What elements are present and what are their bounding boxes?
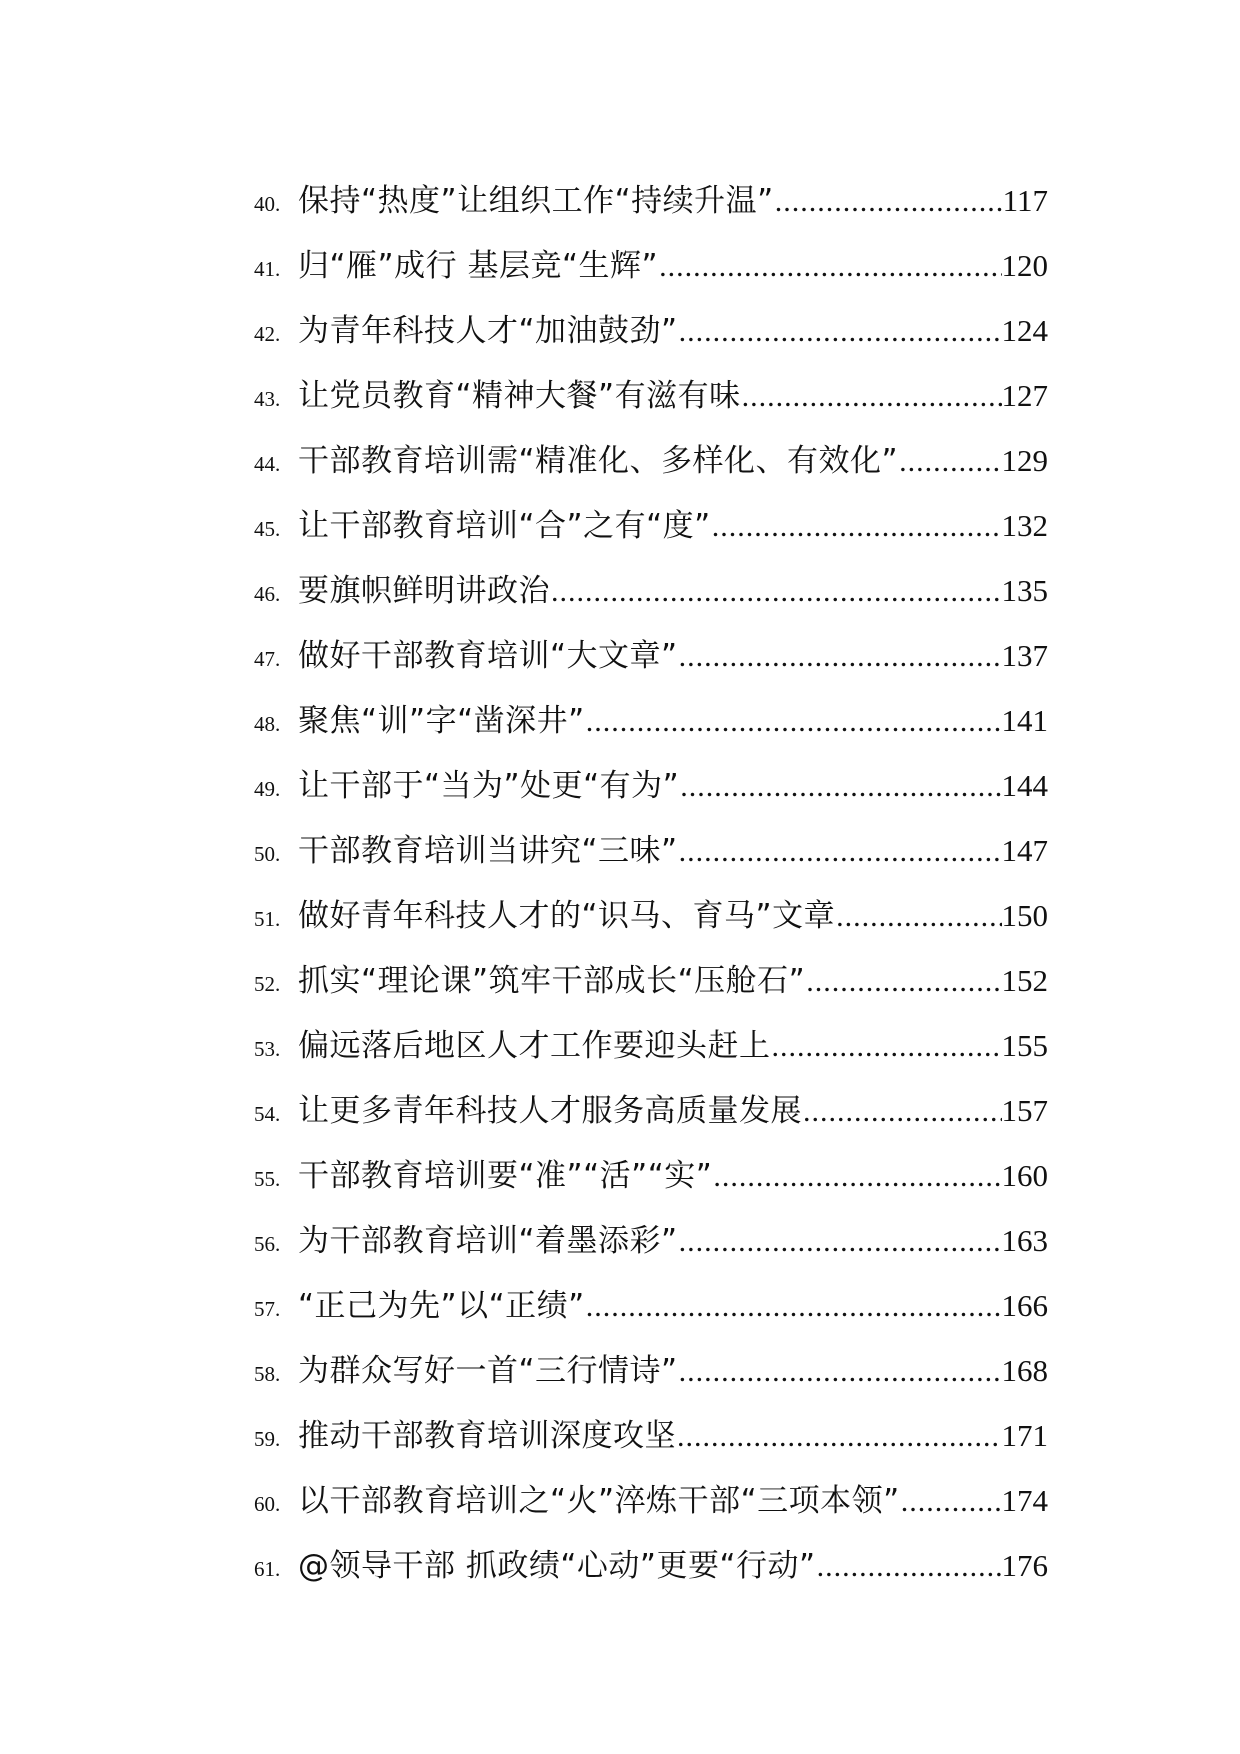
dot-leader xyxy=(898,429,1001,494)
dot-leader xyxy=(585,1274,1002,1339)
entry-number: 46. xyxy=(254,582,281,606)
dot-leader xyxy=(774,169,1003,234)
page-number: 160 xyxy=(1001,1158,1048,1193)
page-number: 155 xyxy=(1001,1028,1048,1063)
entry-title: 抓实“理论课”筑牢干部成长“压舱石” xyxy=(298,963,806,999)
entry-title: 让干部教育培训“合”之有“度” xyxy=(298,508,711,544)
page-number: 152 xyxy=(1001,963,1048,998)
dot-leader xyxy=(678,819,1002,884)
entry-title: 归“雁”成行 基层竞“生辉” xyxy=(298,248,659,284)
entry-title: 让党员教育“精神大餐”有滋有味 xyxy=(298,378,741,414)
toc-entry[interactable] xyxy=(254,363,1048,428)
entry-number: 48. xyxy=(254,712,281,736)
entry-number: 56. xyxy=(254,1232,281,1256)
entry-number: 52. xyxy=(254,972,281,996)
page-number: 166 xyxy=(1001,1288,1048,1323)
toc-entry[interactable] xyxy=(254,1468,1048,1533)
entry-title: 干部教育培训当讲究“三味” xyxy=(298,833,678,869)
entry-number: 42. xyxy=(254,322,281,346)
entry-title: 让干部于“当为”处更“有为” xyxy=(298,768,680,804)
dot-leader xyxy=(678,1209,1002,1274)
entry-number: 53. xyxy=(254,1037,281,1061)
toc-entry[interactable] xyxy=(254,493,1048,558)
entry-number: 45. xyxy=(254,517,281,541)
page-number: 171 xyxy=(1001,1418,1048,1453)
toc-entry[interactable] xyxy=(254,948,1048,1013)
dot-leader xyxy=(805,949,1001,1014)
dot-leader xyxy=(802,1079,1002,1144)
entry-title: 偏远落后地区人才工作要迎头赶上 xyxy=(298,1028,771,1064)
entry-number: 57. xyxy=(254,1297,281,1321)
entry-number: 40. xyxy=(254,192,281,216)
page-number: 117 xyxy=(1002,183,1048,218)
dot-leader xyxy=(835,884,1001,949)
dot-leader xyxy=(678,1339,1002,1404)
page-number: 124 xyxy=(1001,313,1048,348)
toc-entry[interactable] xyxy=(254,298,1048,363)
dot-leader xyxy=(658,234,1001,299)
dot-leader xyxy=(678,624,1002,689)
page-number: 168 xyxy=(1001,1353,1048,1388)
entry-title: 为群众写好一首“三行情诗” xyxy=(298,1353,678,1389)
toc-entry[interactable] xyxy=(254,1403,1048,1468)
entry-title: 为干部教育培训“着墨添彩” xyxy=(298,1223,678,1259)
page-number: 129 xyxy=(1001,443,1048,478)
toc-entry[interactable] xyxy=(254,883,1048,948)
toc-entry[interactable] xyxy=(254,1338,1048,1403)
page-number: 120 xyxy=(1001,248,1048,283)
entry-title: 以干部教育培训之“火”淬炼干部“三项本领” xyxy=(298,1483,900,1519)
page-number: 174 xyxy=(1001,1483,1048,1518)
entry-title: @领导干部 抓政绩“心动”更要“行动” xyxy=(298,1548,816,1584)
entry-number: 49. xyxy=(254,777,281,801)
entry-title: 聚焦“训”字“凿深井” xyxy=(298,703,585,739)
toc-entry[interactable] xyxy=(254,1533,1048,1598)
dot-leader xyxy=(900,1469,1002,1534)
page-number: 132 xyxy=(1001,508,1048,543)
dot-leader xyxy=(771,1014,1002,1079)
dot-leader xyxy=(741,364,1002,429)
dot-leader xyxy=(678,299,1002,364)
dot-leader xyxy=(679,754,1001,819)
dot-leader xyxy=(676,1404,1002,1469)
toc-entry[interactable] xyxy=(254,1208,1048,1273)
page-number: 141 xyxy=(1001,703,1048,738)
entry-title: 保持“热度”让组织工作“持续升温” xyxy=(298,183,774,219)
entry-title: 让更多青年科技人才服务高质量发展 xyxy=(298,1093,802,1129)
toc-entry[interactable] xyxy=(254,753,1048,818)
toc-entry[interactable] xyxy=(254,233,1048,298)
entry-number: 51. xyxy=(254,907,281,931)
entry-number: 44. xyxy=(254,452,281,476)
page-number: 127 xyxy=(1001,378,1048,413)
entry-title: 做好干部教育培训“大文章” xyxy=(298,638,678,674)
dot-leader xyxy=(712,1144,1001,1209)
entry-number: 43. xyxy=(254,387,281,411)
toc-entry[interactable] xyxy=(254,558,1048,623)
toc-entry[interactable] xyxy=(254,1013,1048,1078)
entry-number: 55. xyxy=(254,1167,281,1191)
page-number: 150 xyxy=(1001,898,1048,933)
entry-title: 做好青年科技人才的“识马、育马”文章 xyxy=(298,898,836,934)
dot-leader xyxy=(585,689,1002,754)
entry-number: 59. xyxy=(254,1427,281,1451)
dot-leader xyxy=(711,494,1002,559)
entry-number: 61. xyxy=(254,1557,281,1581)
toc-entry[interactable] xyxy=(254,623,1048,688)
entry-number: 41. xyxy=(254,257,281,281)
entry-title: “正己为先”以“正绩” xyxy=(298,1288,585,1324)
entry-title: 干部教育培训要“准”“活”“实” xyxy=(298,1158,713,1194)
toc-entry[interactable] xyxy=(254,428,1048,493)
toc-entry[interactable] xyxy=(254,1273,1048,1338)
entry-number: 58. xyxy=(254,1362,281,1386)
entry-title: 为青年科技人才“加油鼓劲” xyxy=(298,313,678,349)
entry-title: 要旗帜鲜明讲政治 xyxy=(298,573,550,609)
page-number: 147 xyxy=(1001,833,1048,868)
entry-number: 50. xyxy=(254,842,281,866)
dot-leader xyxy=(550,559,1002,624)
page-number: 137 xyxy=(1001,638,1048,673)
toc-entry[interactable] xyxy=(254,688,1048,753)
toc-entry[interactable] xyxy=(254,168,1048,233)
page-number: 157 xyxy=(1001,1093,1048,1128)
toc-entry[interactable] xyxy=(254,1078,1048,1143)
toc-entry[interactable] xyxy=(254,818,1048,883)
toc-entry[interactable] xyxy=(254,1143,1048,1208)
page-number: 176 xyxy=(1001,1548,1048,1583)
entry-number: 54. xyxy=(254,1102,281,1126)
entry-number: 60. xyxy=(254,1492,281,1516)
entry-number: 47. xyxy=(254,647,281,671)
entry-title: 干部教育培训需“精准化、多样化、有效化” xyxy=(298,443,899,479)
entry-title: 推动干部教育培训深度攻坚 xyxy=(298,1418,676,1454)
page-number: 144 xyxy=(1001,768,1048,803)
dot-leader xyxy=(816,1534,1002,1599)
page-number: 163 xyxy=(1001,1223,1048,1258)
page-number: 135 xyxy=(1001,573,1048,608)
table-of-contents xyxy=(254,168,1048,1598)
